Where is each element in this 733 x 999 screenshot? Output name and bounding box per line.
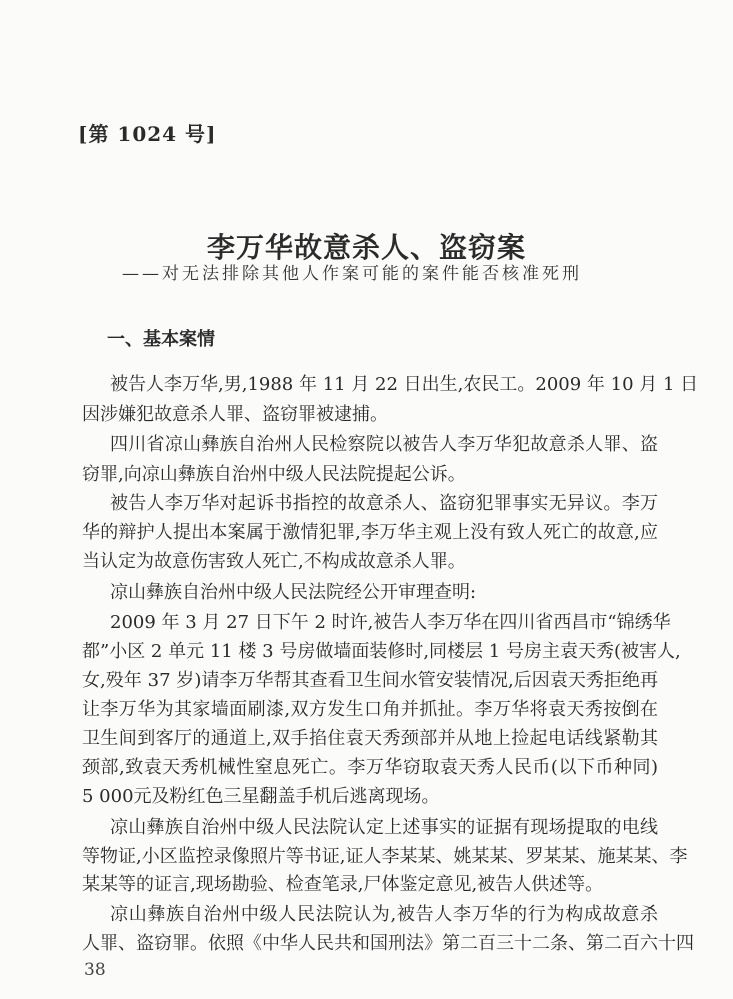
paragraph-line: 窃罪,向凉山彝族自治州中级人民法院提起公诉。 xyxy=(82,464,466,485)
paragraph-line: 都”小区 2 单元 11 楼 3 号房做墙面装修时,同楼层 1 号房主袁天秀(被害人, xyxy=(82,641,681,662)
paragraph-line: 华的辩护人提出本案属于激情犯罪,李万华主观上没有致人死亡的故意,应 xyxy=(82,522,658,543)
paragraph-line: 被告人李万华,男,1988 年 11 月 22 日出生,农民工。2009 年 10 月 1 日 xyxy=(110,374,699,395)
section-heading: 一、基本案情 xyxy=(107,329,215,350)
paragraph-line: 5 000元及粉红色三星翻盖手机后逃离现场。 xyxy=(82,786,440,807)
paragraph-line: 卫生间到客厅的通道上,双手掐住袁天秀颈部并从地上捡起电话线紧勒其 xyxy=(82,728,658,749)
paragraph-line: 女,殁年 37 岁)请李万华帮其查看卫生间水管安装情况,后因袁天秀拒绝再 xyxy=(82,670,658,691)
paragraph-line: 2009 年 3 月 27 日下午 2 时许,被告人李万华在四川省西昌市“锦绣华 xyxy=(110,612,671,633)
page-number: 38 xyxy=(84,960,106,980)
case-number: [第 1024 号] xyxy=(78,122,217,146)
paragraph-line: 颈部,致袁天秀机械性窒息死亡。李万华窃取袁天秀人民币(以下币种同) xyxy=(82,757,658,778)
paragraph-line: 被告人李万华对起诉书指控的故意杀人、盗窃犯罪事实无异议。李万 xyxy=(110,493,658,514)
case-title: 李万华故意杀人、盗窃案 xyxy=(206,231,526,264)
paragraph-line: 凉山彝族自治州中级人民法院认定上述事实的证据有现场提取的电线 xyxy=(110,817,658,838)
paragraph-line: 等物证,小区监控录像照片等书证,证人李某某、姚某某、罗某某、施某某、李 xyxy=(82,846,688,867)
paragraph-line: 凉山彝族自治州中级人民法院经公开审理查明: xyxy=(110,582,477,603)
paragraph-line: 四川省凉山彝族自治州人民检察院以被告人李万华犯故意杀人罪、盗 xyxy=(110,434,658,455)
paragraph-line: 凉山彝族自治州中级人民法院认为,被告人李万华的行为构成故意杀 xyxy=(110,904,658,925)
paragraph-line: 人罪、盗窃罪。依照《中华人民共和国刑法》第二百三十二条、第二百六十四 xyxy=(82,933,694,954)
paragraph-line: 因涉嫌犯故意杀人罪、盗窃罪被逮捕。 xyxy=(82,404,388,425)
paragraph-line: 当认定为故意伤害致人死亡,不构成故意杀人罪。 xyxy=(82,551,466,572)
case-subtitle: ——对无法排除其他人作案可能的案件能否核准死刑 xyxy=(122,264,582,284)
paragraph-line: 某某等的证言,现场勘验、检查笔录,尸体鉴定意见,被告人供述等。 xyxy=(82,874,604,895)
paragraph-line: 让李万华为其家墙面刷漆,双方发生口角并抓扯。李万华将袁天秀按倒在 xyxy=(82,699,658,720)
